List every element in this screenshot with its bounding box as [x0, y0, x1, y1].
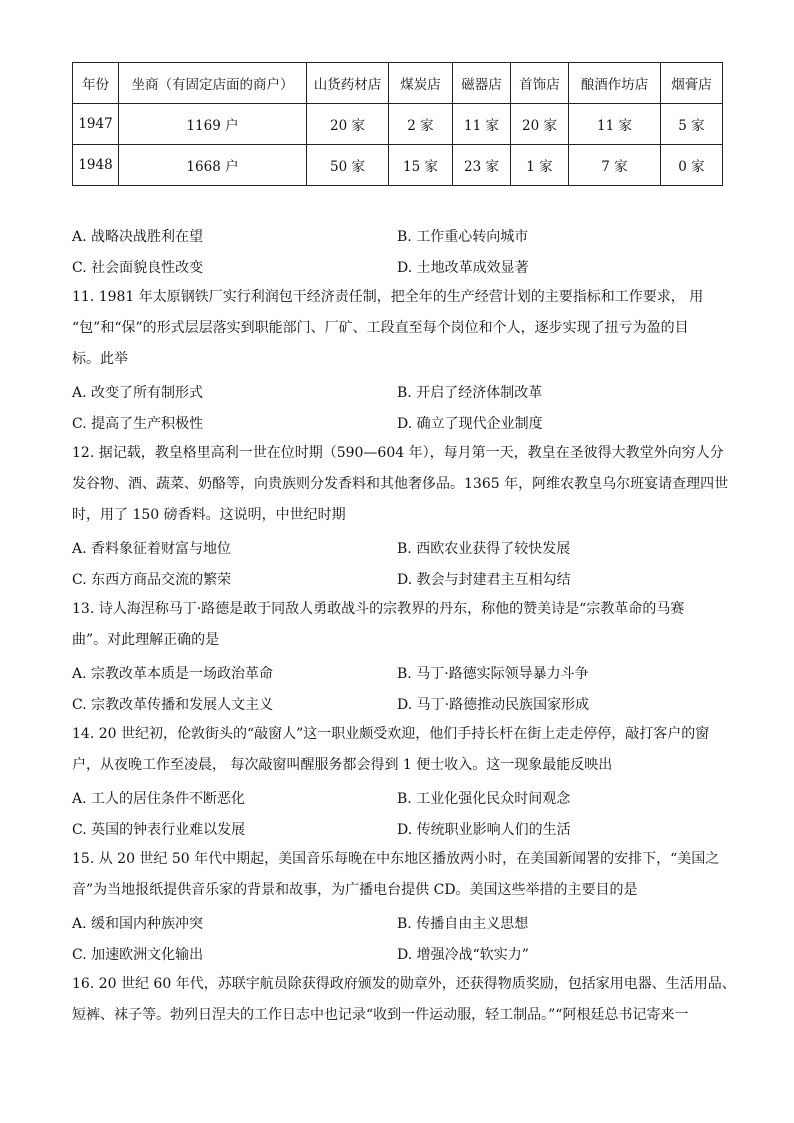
table-header-cell: 烟膏店 [661, 63, 723, 104]
question-11-stem [72, 282, 722, 375]
table-header-row [73, 63, 723, 104]
stem-line: 12. 据记载，教皇格里高利一世在位时期（590—604 年），每月第一天，教皇在圣彼得大教堂外向穷人分 [72, 445, 724, 461]
q10-options-row-2 [72, 257, 722, 279]
option-c: C. 东西方商品交流的繁荣 [72, 572, 232, 588]
option-d: D. 传统职业影响人们的生活 [397, 822, 571, 838]
question-13-stem [72, 594, 722, 656]
table-cell: 5 家 [661, 104, 723, 145]
option-d: D. 教会与封建君主互相勾结 [397, 572, 571, 588]
table-cell: 2 家 [389, 104, 453, 145]
table-cell: 20 家 [511, 104, 569, 145]
table-cell: 1948 [73, 145, 119, 186]
stem-line: 14. 20 世纪初，伦敦街头的“敲窗人”这一职业颇受欢迎，他们手持长杆在街上走走停停，敲打客户的窗 [72, 726, 710, 742]
stem-line: 发谷物、酒、蔬菜、奶酪等，向贵族则分发香料和其他奢侈品。1365 年，阿维农教皇乌尔班宴请查理四世 [72, 476, 729, 492]
table-header-cell: 酿酒作坊店 [569, 63, 661, 104]
table-cell: 11 家 [569, 104, 661, 145]
table-cell: 1668 户 [119, 145, 307, 186]
question-12-stem [72, 438, 729, 531]
option-a: A. 宗教改革本质是一场政治革命 [72, 666, 274, 682]
table-cell: 50 家 [307, 145, 389, 186]
q12-options-row-2 [72, 569, 722, 591]
stem-line: 短裤、袜子等。勃列日涅夫的工作日志中也记录“收到一件运动服，轻工制品。”“阿根廷总书记寄来一 [72, 1007, 689, 1023]
table-cell: 1169 户 [119, 104, 307, 145]
question-15-stem [72, 844, 722, 906]
option-c: C. 社会面貌良性改变 [72, 260, 204, 276]
q14-options-row-2 [72, 819, 722, 841]
table-header-cell: 年份 [73, 63, 119, 104]
table-cell: 20 家 [307, 104, 389, 145]
stem-line: 13. 诗人海涅称马丁·路德是敢于同敌人勇敢战斗的宗教界的丹东，称他的赞美诗是“宗教革命的马赛 [72, 601, 685, 617]
question-14-stem [72, 719, 722, 781]
stem-line: “包”和“保”的形式层层落实到职能部门、厂矿、工段直至每个岗位和个人，逐步实现了扭亏为盈的目 [72, 320, 689, 336]
option-c: C. 加速欧洲文化输出 [72, 947, 204, 963]
table-header-cell: 磁器店 [453, 63, 511, 104]
option-c: C. 提高了生产积极性 [72, 416, 204, 432]
table-cell: 1 家 [511, 145, 569, 186]
q14-options-row-1 [72, 788, 722, 810]
option-a: A. 工人的居住条件不断恶化 [72, 791, 246, 807]
table-cell: 15 家 [389, 145, 453, 186]
q12-options-row-1 [72, 538, 722, 560]
table-header-cell: 坐商（有固定店面的商户） [119, 63, 307, 104]
option-d: D. 马丁·路德推动民族国家形成 [397, 697, 590, 713]
table-header-cell: 首饰店 [511, 63, 569, 104]
option-a: A. 战略决战胜利在望 [72, 229, 204, 245]
q15-options-row-1 [72, 913, 722, 935]
option-a: A. 缓和国内种族冲突 [72, 916, 204, 932]
table-cell: 0 家 [661, 145, 723, 186]
table-row [73, 145, 723, 186]
stem-line: 11. 1981 年太原钢铁厂实行利润包干经济责任制，把全年的生产经营计划的主要指标和工作要求， 用 [72, 289, 704, 305]
option-b: B. 传播自由主义思想 [397, 916, 529, 932]
option-b: B. 工业化强化民众时间观念 [397, 791, 571, 807]
option-d: D. 增强冷战“软实力” [397, 947, 529, 963]
stem-line: 标。此举 [72, 351, 128, 367]
option-c: C. 宗教改革传播和发展人文主义 [72, 697, 274, 713]
option-b: B. 工作重心转向城市 [397, 229, 529, 245]
q15-options-row-2 [72, 944, 722, 966]
q13-options-row-2 [72, 694, 722, 716]
stem-line: 音”为当地报纸提供音乐家的背景和故事，为广播电台提供 CD。美国这些举措的主要目的是 [72, 882, 638, 898]
option-c: C. 英国的钟表行业难以发展 [72, 822, 246, 838]
q11-options-row-1 [72, 382, 722, 404]
table-cell: 7 家 [569, 145, 661, 186]
option-b: B. 西欧农业获得了较快发展 [397, 541, 571, 557]
table-header-cell: 山货药材店 [307, 63, 389, 104]
stem-line: 曲”。对此理解正确的是 [72, 632, 220, 648]
question-16-stem [72, 969, 736, 1031]
stem-line: 15. 从 20 世纪 50 年代中期起，美国音乐每晚在中东地区播放两小时，在美国新闻署的安排下，“美国之 [72, 851, 720, 867]
option-a: A. 香料象征着财富与地位 [72, 541, 232, 557]
stem-line: 时，用了 150 磅香料。这说明，中世纪时期 [72, 507, 346, 523]
table-cell: 11 家 [453, 104, 511, 145]
option-b: B. 开启了经济体制改革 [397, 385, 543, 401]
data-table [72, 62, 723, 186]
stem-line: 16. 20 世纪 60 年代，苏联宇航员除获得政府颁发的勋章外，还获得物质奖励，包括家用电器、生活用品、 [72, 976, 736, 992]
option-d: D. 确立了现代企业制度 [397, 416, 543, 432]
table-header-cell: 煤炭店 [389, 63, 453, 104]
q11-options-row-2 [72, 413, 722, 435]
table-row [73, 104, 723, 145]
table-cell: 1947 [73, 104, 119, 145]
option-a: A. 改变了所有制形式 [72, 385, 204, 401]
q10-options-row-1 [72, 226, 722, 248]
q13-options-row-1 [72, 663, 722, 685]
table-cell: 23 家 [453, 145, 511, 186]
stem-line: 户，从夜晚工作至凌晨， 每次敲窗叫醒服务都会得到 1 便士收入。这一现象最能反映出 [72, 757, 613, 773]
option-b: B. 马丁·路德实际领导暴力斗争 [397, 666, 589, 682]
option-d: D. 土地改革成效显著 [397, 260, 529, 276]
